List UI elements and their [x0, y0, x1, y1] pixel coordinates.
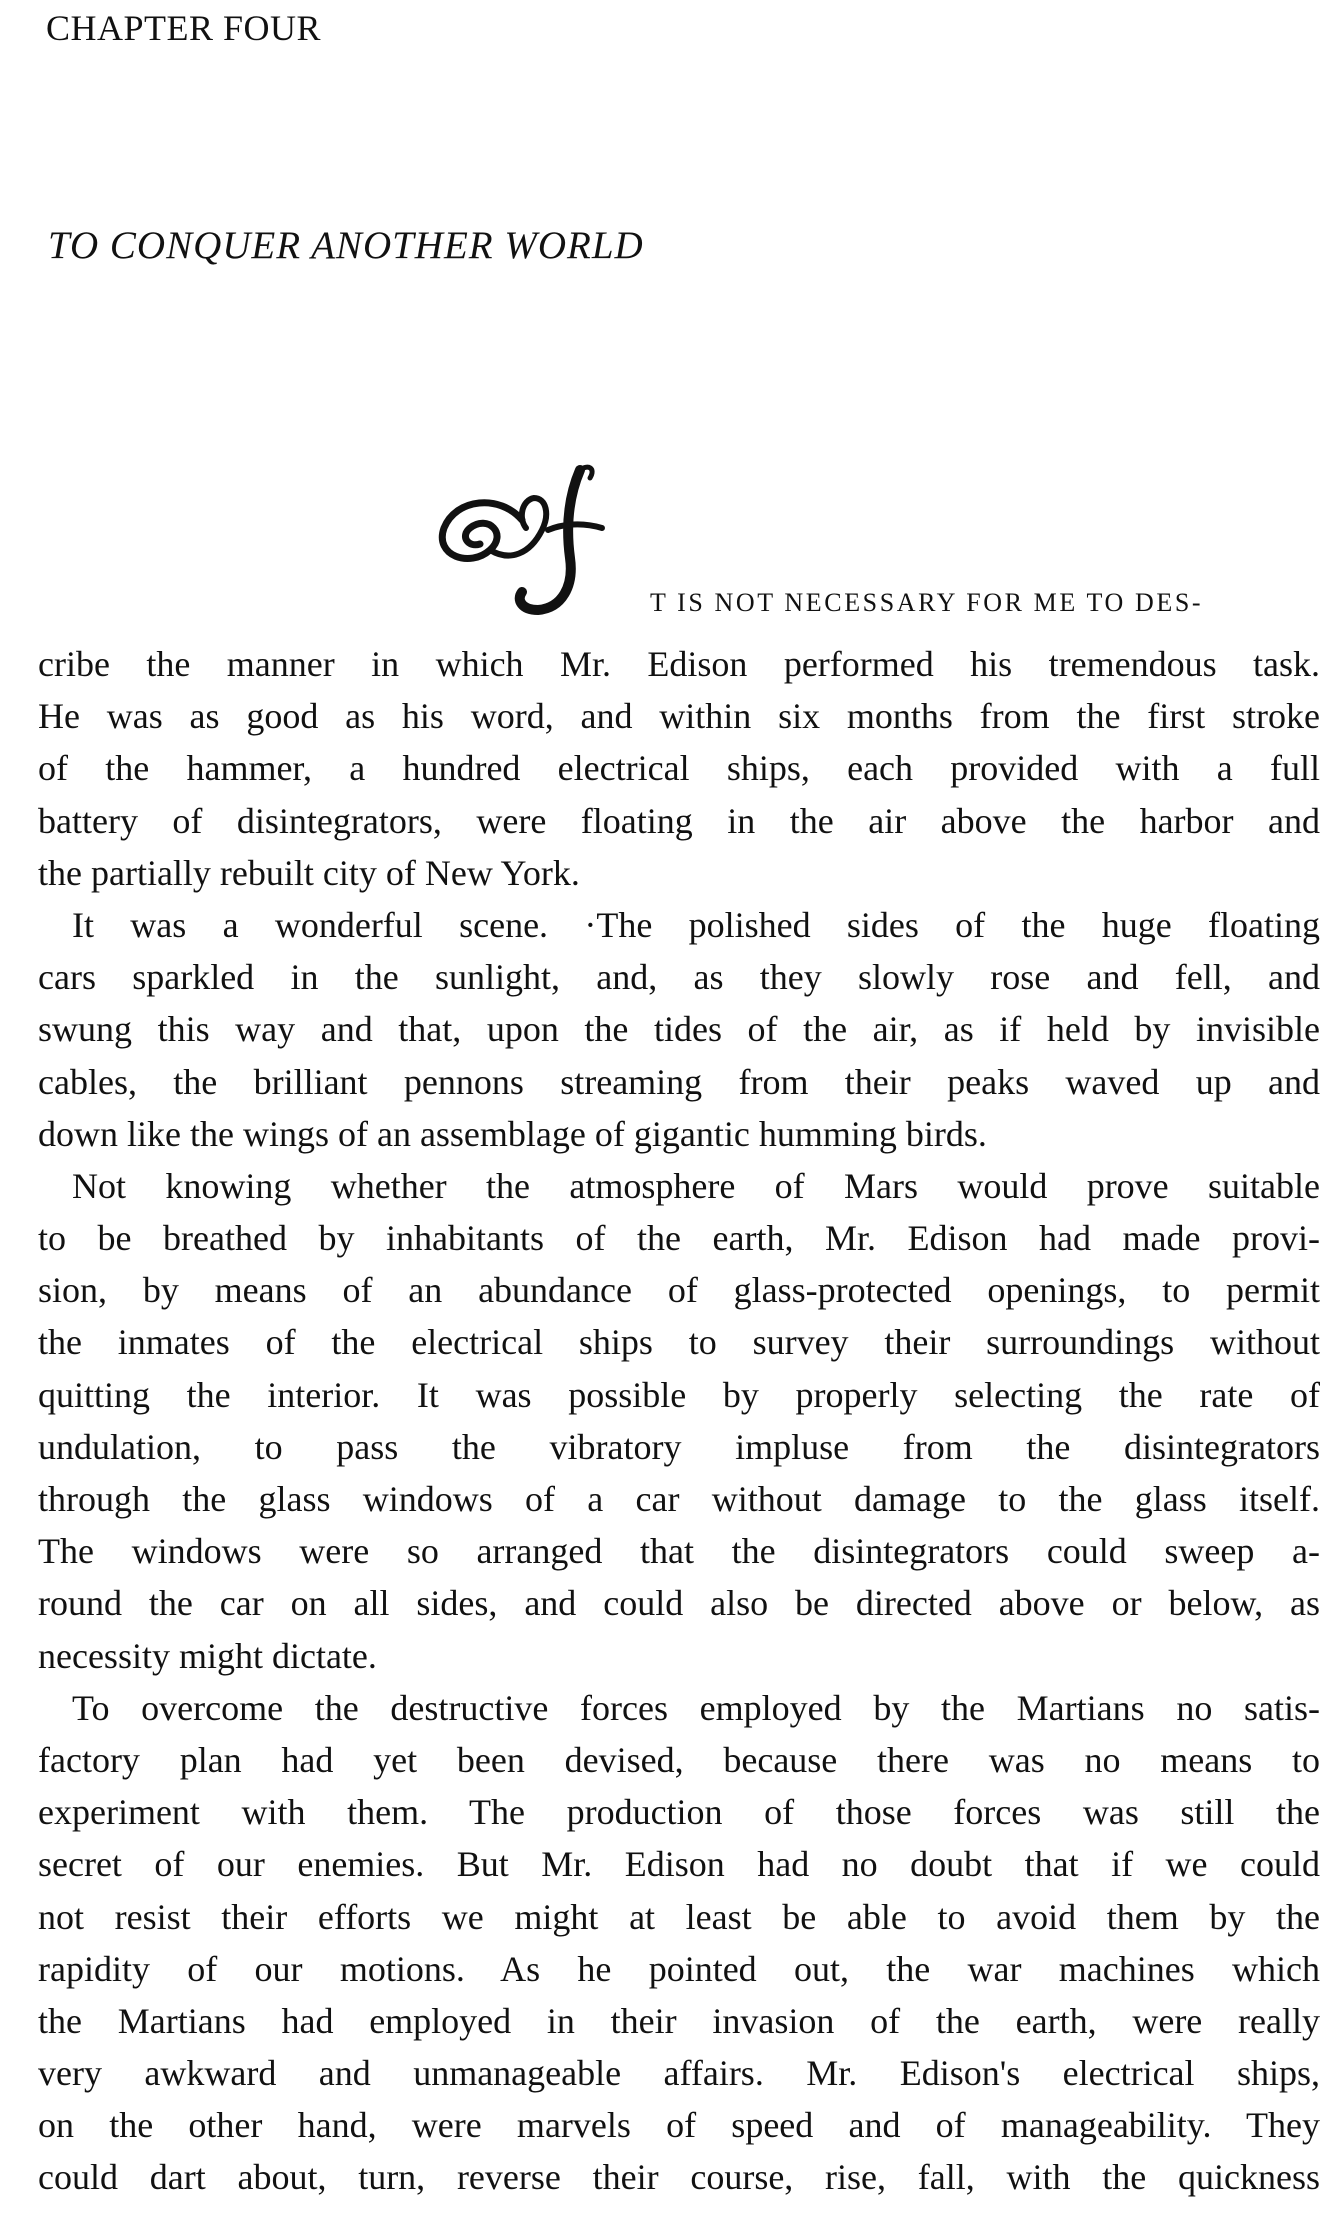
text-line: on the other hand, were marvels of speed and of manageability. They — [38, 2105, 1320, 2146]
text-line: cables, the brilliant pennons streaming from their peaks waved up and — [38, 1061, 1320, 1102]
text-line: swung this way and that, upon the tides of the air, as if held by invisible — [38, 1009, 1320, 1050]
text-line: rapidity of our motions. As he pointed out, the war machines which — [38, 1948, 1320, 1989]
text-line: undulation, to pass the vibratory impluse from the disintegrators — [38, 1426, 1320, 1467]
text-line: secret of our enemies. But Mr. Edison had no doubt that if we could — [38, 1844, 1320, 1885]
text-line: quitting the interior. It was possible by properly selecting the rate of — [38, 1374, 1320, 1415]
text-line: sion, by means of an abundance of glass-protected openings, to permit — [38, 1270, 1320, 1311]
ornate-initial-I-icon — [430, 458, 650, 618]
text-line: cribe the manner in which Mr. Edison performed his tremendous task. — [38, 644, 1320, 684]
text-line: necessity might dictate. — [38, 1635, 377, 1676]
text-line: factory plan had yet been devised, because there was no means to — [38, 1739, 1320, 1780]
text-line: could dart about, turn, reverse their course, rise, fall, with the quickness — [38, 2157, 1320, 2198]
text-line: Not knowing whether the atmosphere of Mars would prove suitable — [72, 1165, 1320, 1206]
text-line: of the hammer, a hundred electrical ships, each provided with a full — [38, 748, 1320, 789]
text-line: very awkward and unmanageable affairs. Mr. Edison's electrical ships, — [38, 2053, 1320, 2094]
text-line: It was a wonderful scene. ·The polished sides of the huge floating — [72, 904, 1320, 945]
text-line: down like the wings of an assemblage of gigantic humming birds. — [38, 1113, 987, 1154]
text-line: to be breathed by inhabitants of the earth, Mr. Edison had made provi- — [38, 1218, 1320, 1259]
text-line: experiment with them. The production of those forces was still the — [38, 1792, 1320, 1833]
chapter-title: TO CONQUER ANOTHER WORLD — [48, 224, 644, 267]
text-line: To overcome the destructive forces employed by the Martians no satis- — [72, 1687, 1320, 1728]
opening-small-caps-line: T IS NOT NECESSARY FOR ME TO DES- — [650, 588, 1204, 617]
text-line: round the car on all sides, and could also be directed above or below, as — [38, 1583, 1320, 1624]
text-line: The windows were so arranged that the disintegrators could sweep a- — [38, 1531, 1320, 1572]
text-line: He was as good as his word, and within six months from the first stroke — [38, 696, 1320, 737]
text-line: cars sparkled in the sunlight, and, as they slowly rose and fell, and — [38, 957, 1320, 998]
text-line: the partially rebuilt city of New York. — [38, 852, 580, 893]
text-line: through the glass windows of a car without damage to the glass itself. — [38, 1479, 1320, 1519]
text-line: the Martians had employed in their invasion of the earth, were really — [38, 2000, 1320, 2041]
body-text — [38, 638, 1320, 2204]
text-line: the inmates of the electrical ships to survey their surroundings without — [38, 1322, 1320, 1363]
chapter-label: CHAPTER FOUR — [46, 8, 322, 48]
text-line: not resist their efforts we might at least be able to avoid them by the — [38, 1896, 1320, 1937]
text-line: battery of disintegrators, were floating in the air above the harbor and — [38, 800, 1320, 841]
